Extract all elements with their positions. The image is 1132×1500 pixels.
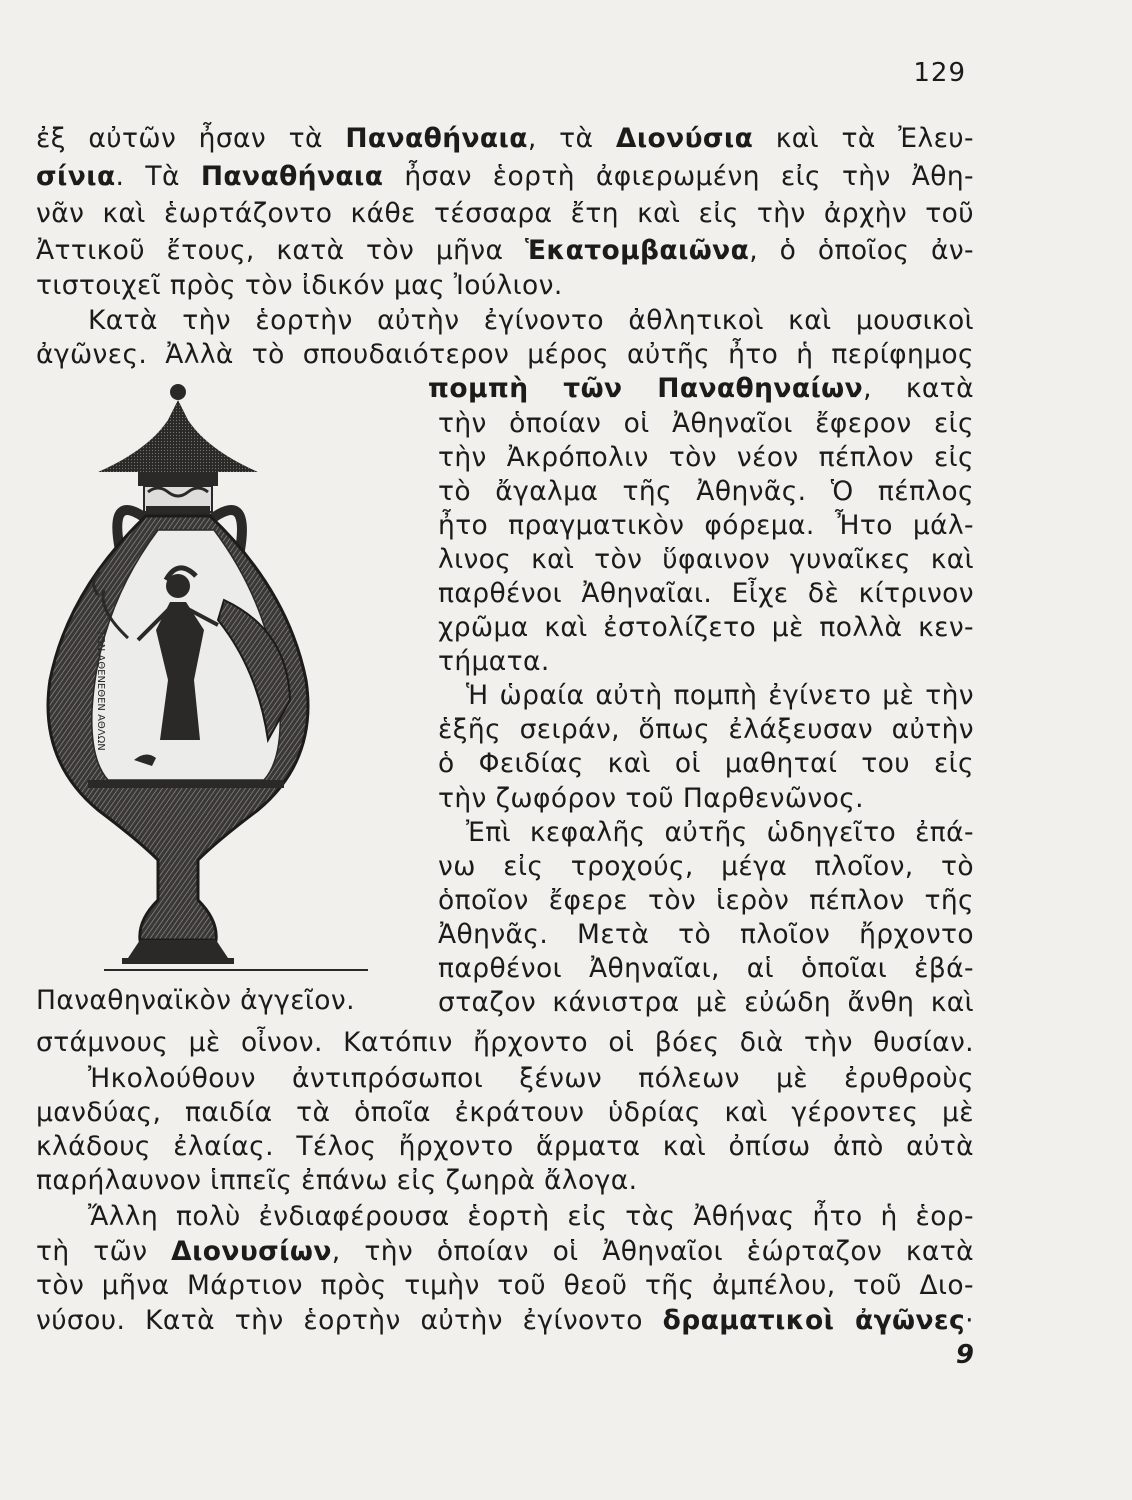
text-line: Ἡ ὡραία αὐτὴ πομπὴ ἐγίνετο μὲ τὴν xyxy=(466,680,974,711)
text-line: ἦτο πραγματικὸν φόρεμα. Ἦτο μάλ- xyxy=(438,510,974,541)
text-line: κλάδους ἐλαίας. Τέλος ἤρχοντο ἅρματα καὶ ὀπίσω ἀπὸ αὐτὰ xyxy=(36,1131,974,1162)
vase-inscription: ΤΩΝ ΑΘΕΝΕΘΕΝ ΑΘΛΩΝ xyxy=(95,630,106,751)
text-line: μανδύας, παιδία τὰ ὁποῖα ἐκράτουν ὑδρίας καὶ γέροντες μὲ xyxy=(36,1097,974,1128)
text-line: τὴν Ἀκρόπολιν τὸν νέον πέπλον εἰς xyxy=(438,442,974,473)
text-line: παρθένοι Ἀθηναῖαι. Εἶχε δὲ κίτρινον xyxy=(438,578,974,609)
text-line: Ἠκολούθουν ἀντιπρόσωποι ξένων πόλεων μὲ ἐρυθροὺς xyxy=(88,1063,974,1094)
text-line: τήματα. xyxy=(438,646,550,677)
text-line: νᾶν καὶ ἑωρτάζοντο κάθε τέσσαρα ἔτη καὶ εἰς τὴν ἀρχὴν τοῦ xyxy=(36,198,974,229)
text-line: τιστοιχεῖ πρὸς τὸν ἰδικόν μας Ἰούλιον. xyxy=(36,270,563,301)
signature-mark: 9 xyxy=(955,1340,974,1370)
text-line: λινος καὶ τὸν ὕφαινον γυναῖκες καὶ xyxy=(438,544,974,575)
lid-knob xyxy=(170,384,186,400)
text-line: τὸν μῆνα Μάρτιον πρὸς τιμὴν τοῦ θεοῦ τῆς ἀμπέλου, τοῦ Διο- xyxy=(36,1270,974,1301)
lid xyxy=(98,400,258,472)
page-number: 129 xyxy=(913,58,966,88)
text-line: ἐξ αὐτῶν ἦσαν τὰ Παναθήναια, τὰ Διονύσια καὶ τὰ Ἐλευ- xyxy=(36,123,974,154)
text-line: χρῶμα καὶ ἐστολίζετο μὲ πολλὰ κεν- xyxy=(438,612,974,643)
text-line: παρθένοι Ἀθηναῖαι, αἱ ὁποῖαι ἐβά- xyxy=(438,953,974,984)
text-line: ἑξῆς σειράν, ὅπως ἐλάξευσαν αὐτὴν xyxy=(438,714,974,745)
text-line: παρήλαυνον ἱππεῖς ἐπάνω εἰς ζωηρὰ ἄλογα. xyxy=(36,1165,638,1196)
text-line: σταζον κάνιστρα μὲ εὐώδη ἄνθη καὶ xyxy=(438,987,974,1018)
text-line: τὴν ὁποίαν οἱ Ἀθηναῖοι ἔφερον εἰς xyxy=(438,408,974,439)
text-line: Ἀθηνᾶς. Μετὰ τὸ πλοῖον ἤρχοντο xyxy=(438,919,974,950)
text-line: πομπὴ τῶν Παναθηναίων, κατὰ xyxy=(428,373,974,404)
figure-caption: Παναθηναϊκὸν ἀγγεῖον. xyxy=(36,985,355,1016)
text-line: Ἄλλη πολὺ ἐνδιαφέρουσα ἑορτὴ εἰς τὰς Ἀθήνας ἦτο ἡ ἑορ- xyxy=(88,1201,974,1232)
text-line: τὴ τῶν Διονυσίων, τὴν ὁποίαν οἱ Ἀθηναῖοι ἑώρταζον κατὰ xyxy=(36,1236,974,1267)
text-line: ὁ Φειδίας καὶ οἱ μαθηταί του εἰς xyxy=(438,748,974,779)
text-line: Ἀττικοῦ ἔτους, κατὰ τὸν μῆνα Ἑκατομβαιῶνα, ὁ ὁποῖος ἀν- xyxy=(36,235,974,266)
text-line: ὁποῖον ἔφερε τὸν ἱερὸν πέπλον τῆς xyxy=(438,885,974,916)
text-line: νύσου. Κατὰ τὴν ἑορτὴν αὐτὴν ἐγίνοντο δραματικοὶ ἀγῶνες· xyxy=(36,1305,974,1336)
text-line: Κατὰ τὴν ἑορτὴν αὐτὴν ἐγίνοντο ἀθλητικοὶ καὶ μουσικοὶ xyxy=(88,305,974,336)
text-line: νω εἰς τροχούς, μέγα πλοῖον, τὸ xyxy=(438,851,974,882)
text-line: στάμνους μὲ οἶνον. Κατόπιν ἤρχοντο οἱ βόες διὰ τὴν θυσίαν. xyxy=(36,1027,974,1058)
text-line: ἀγῶνες. Ἀλλὰ τὸ σπουδαιότερον μέρος αὐτῆς ἦτο ἡ περίφημος xyxy=(36,339,974,370)
text-line: σίνια. Τὰ Παναθήναια ἦσαν ἑορτὴ ἀφιερωμένη εἰς τὴν Ἀθη- xyxy=(36,161,974,192)
text-line: Ἐπὶ κεφαλῆς αὐτῆς ὡδηγεῖτο ἐπά- xyxy=(466,817,974,848)
panathenaic-amphora-illustration xyxy=(28,380,408,980)
text-line: τὴν ζωφόρον τοῦ Παρθενῶνος. xyxy=(438,783,865,814)
text-line: τὸ ἄγαλμα τῆς Ἀθηνᾶς. Ὁ πέπλος xyxy=(438,476,974,507)
